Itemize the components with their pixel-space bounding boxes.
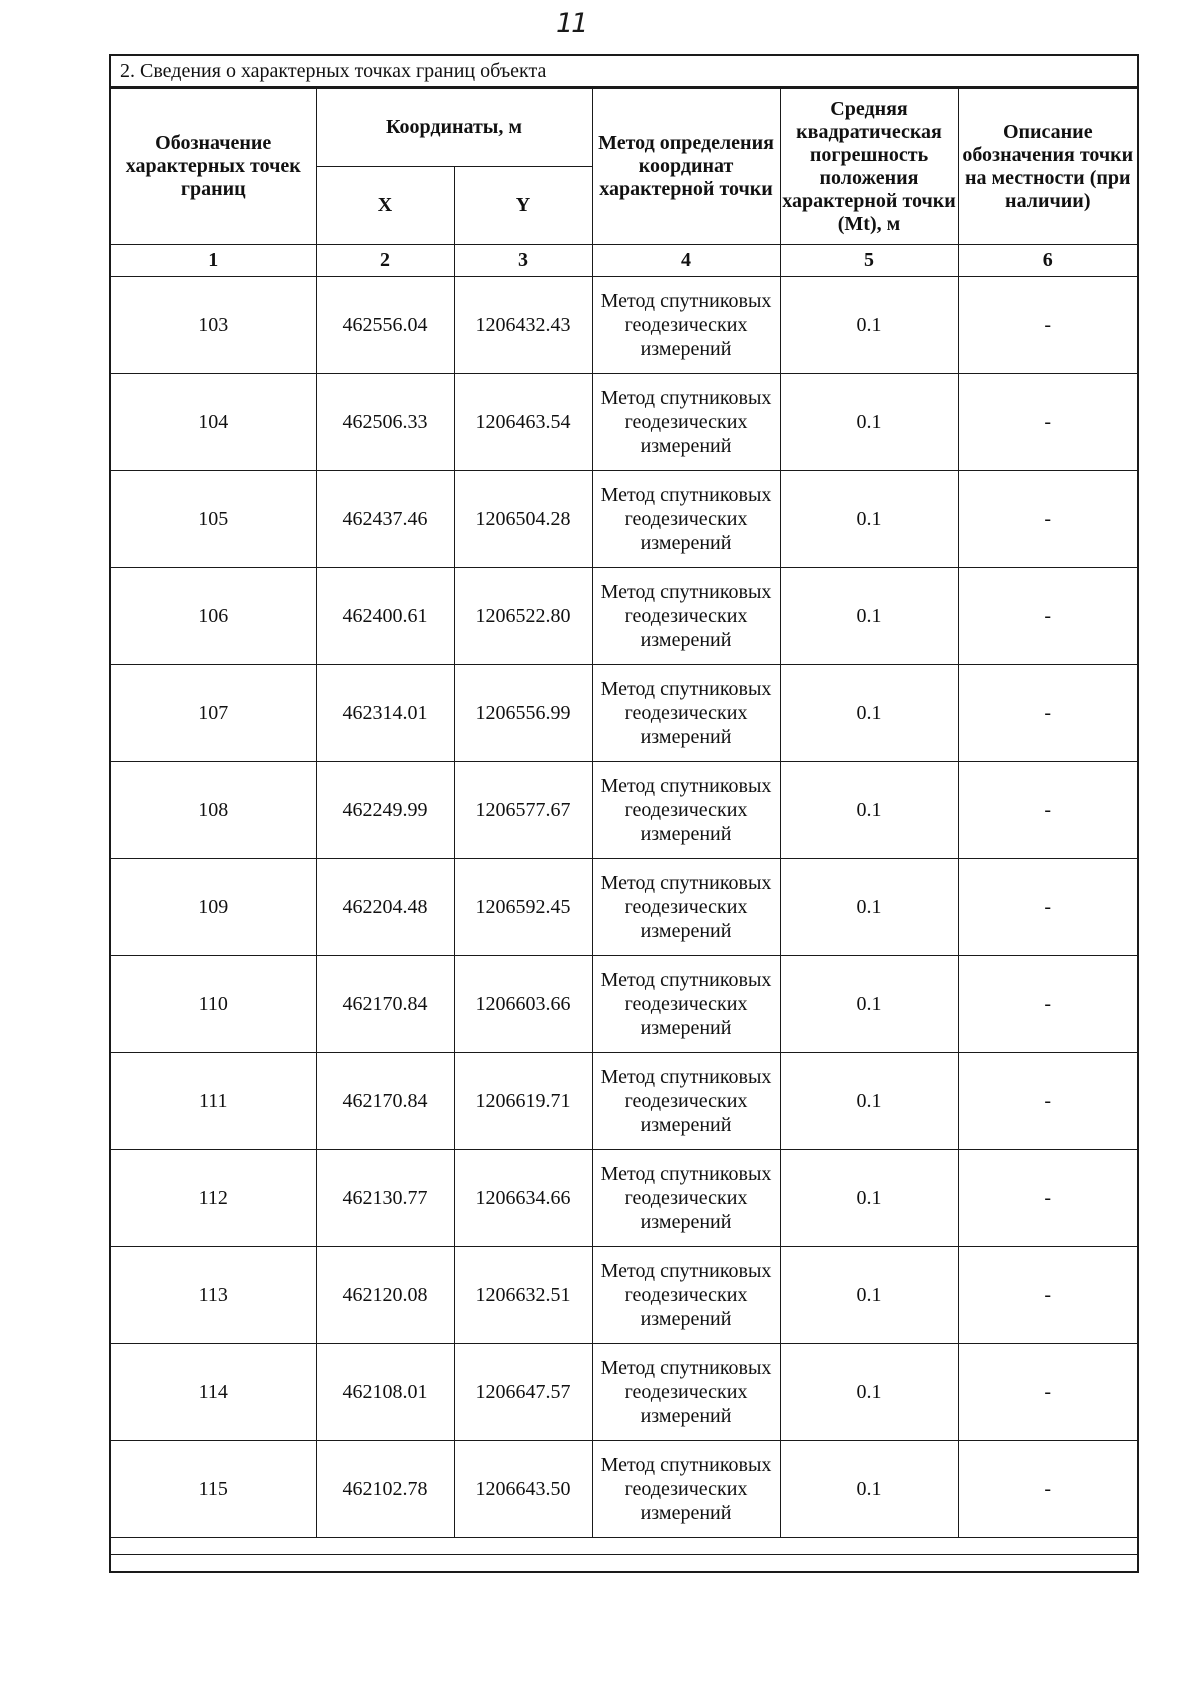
point-id: 104 <box>111 374 316 471</box>
point-description: - <box>958 762 1137 859</box>
column-number: 2 <box>316 245 454 277</box>
column-number: 1 <box>111 245 316 277</box>
header-coordinates: Координаты, м <box>316 89 592 167</box>
method: Метод спутниковых геодезических измерений <box>592 762 780 859</box>
mean-error: 0.1 <box>780 956 958 1053</box>
point-description: - <box>958 1150 1137 1247</box>
method: Метод спутниковых геодезических измерений <box>592 1441 780 1538</box>
point-description: - <box>958 568 1137 665</box>
point-description: - <box>958 277 1137 374</box>
table-row <box>111 665 1137 762</box>
y-coordinate: 1206463.54 <box>454 374 592 471</box>
x-coordinate: 462102.78 <box>316 1441 454 1538</box>
y-coordinate: 1206643.50 <box>454 1441 592 1538</box>
y-coordinate: 1206634.66 <box>454 1150 592 1247</box>
table-row <box>111 762 1137 859</box>
header-y: Y <box>454 167 592 245</box>
table-row <box>111 1344 1137 1441</box>
header-row <box>111 89 1137 167</box>
point-description: - <box>958 665 1137 762</box>
y-coordinate: 1206647.57 <box>454 1344 592 1441</box>
x-coordinate: 462314.01 <box>316 665 454 762</box>
x-coordinate: 462506.33 <box>316 374 454 471</box>
column-number: 4 <box>592 245 780 277</box>
point-id: 107 <box>111 665 316 762</box>
x-coordinate: 462130.77 <box>316 1150 454 1247</box>
header-x: X <box>316 167 454 245</box>
point-description: - <box>958 1247 1137 1344</box>
mean-error: 0.1 <box>780 1247 958 1344</box>
point-description: - <box>958 956 1137 1053</box>
method: Метод спутниковых геодезических измерений <box>592 665 780 762</box>
method: Метод спутниковых геодезических измерений <box>592 568 780 665</box>
point-description: - <box>958 374 1137 471</box>
table-row <box>111 1053 1137 1150</box>
header-method: Метод определения координат характерной точки <box>592 89 780 245</box>
table-row <box>111 277 1137 374</box>
mean-error: 0.1 <box>780 859 958 956</box>
point-description: - <box>958 1344 1137 1441</box>
method: Метод спутниковых геодезических измерений <box>592 1150 780 1247</box>
y-coordinate: 1206556.99 <box>454 665 592 762</box>
point-description: - <box>958 1441 1137 1538</box>
header-designation: Обозначение характерных точек границ <box>111 89 316 245</box>
x-coordinate: 462556.04 <box>316 277 454 374</box>
point-id: 103 <box>111 277 316 374</box>
mean-error: 0.1 <box>780 374 958 471</box>
point-description: - <box>958 1053 1137 1150</box>
column-number: 5 <box>780 245 958 277</box>
mean-error: 0.1 <box>780 665 958 762</box>
table-row <box>111 374 1137 471</box>
x-coordinate: 462400.61 <box>316 568 454 665</box>
x-coordinate: 462204.48 <box>316 859 454 956</box>
x-coordinate: 462170.84 <box>316 956 454 1053</box>
boundary-points-table <box>111 88 1137 1538</box>
header-error: Средняя квадратическая погрешность положения характерной точки (Mt), м <box>780 89 958 245</box>
y-coordinate: 1206504.28 <box>454 471 592 568</box>
boundary-points-sheet <box>109 54 1139 1573</box>
y-coordinate: 1206619.71 <box>454 1053 592 1150</box>
method: Метод спутниковых геодезических измерений <box>592 1053 780 1150</box>
point-id: 105 <box>111 471 316 568</box>
section-title: 2. Сведения о характерных точках границ объекта <box>111 56 1137 88</box>
mean-error: 0.1 <box>780 277 958 374</box>
y-coordinate: 1206432.43 <box>454 277 592 374</box>
table-row <box>111 1150 1137 1247</box>
point-id: 112 <box>111 1150 316 1247</box>
table-row <box>111 859 1137 956</box>
y-coordinate: 1206592.45 <box>454 859 592 956</box>
page-number: 11 <box>556 8 587 39</box>
point-id: 111 <box>111 1053 316 1150</box>
x-coordinate: 462249.99 <box>316 762 454 859</box>
column-number: 6 <box>958 245 1137 277</box>
point-id: 106 <box>111 568 316 665</box>
method: Метод спутниковых геодезических измерений <box>592 859 780 956</box>
point-id: 115 <box>111 1441 316 1538</box>
y-coordinate: 1206577.67 <box>454 762 592 859</box>
method: Метод спутниковых геодезических измерений <box>592 1344 780 1441</box>
table-row <box>111 956 1137 1053</box>
header-description: Описание обозначения точки на местности (при наличии) <box>958 89 1137 245</box>
column-number-row <box>111 245 1137 277</box>
column-number: 3 <box>454 245 592 277</box>
table-bottom-margin <box>111 1554 1137 1571</box>
point-description: - <box>958 471 1137 568</box>
method: Метод спутниковых геодезических измерений <box>592 956 780 1053</box>
table-row <box>111 1247 1137 1344</box>
mean-error: 0.1 <box>780 1441 958 1538</box>
method: Метод спутниковых геодезических измерений <box>592 277 780 374</box>
y-coordinate: 1206603.66 <box>454 956 592 1053</box>
point-id: 114 <box>111 1344 316 1441</box>
x-coordinate: 462108.01 <box>316 1344 454 1441</box>
point-id: 110 <box>111 956 316 1053</box>
table-row <box>111 1441 1137 1538</box>
point-description: - <box>958 859 1137 956</box>
table-body <box>111 277 1137 1538</box>
mean-error: 0.1 <box>780 1053 958 1150</box>
point-id: 113 <box>111 1247 316 1344</box>
method: Метод спутниковых геодезических измерений <box>592 471 780 568</box>
y-coordinate: 1206522.80 <box>454 568 592 665</box>
mean-error: 0.1 <box>780 1344 958 1441</box>
x-coordinate: 462120.08 <box>316 1247 454 1344</box>
method: Метод спутниковых геодезических измерений <box>592 1247 780 1344</box>
point-id: 108 <box>111 762 316 859</box>
method: Метод спутниковых геодезических измерений <box>592 374 780 471</box>
mean-error: 0.1 <box>780 471 958 568</box>
table-row <box>111 471 1137 568</box>
mean-error: 0.1 <box>780 1150 958 1247</box>
mean-error: 0.1 <box>780 762 958 859</box>
x-coordinate: 462437.46 <box>316 471 454 568</box>
table-row <box>111 568 1137 665</box>
point-id: 109 <box>111 859 316 956</box>
y-coordinate: 1206632.51 <box>454 1247 592 1344</box>
mean-error: 0.1 <box>780 568 958 665</box>
x-coordinate: 462170.84 <box>316 1053 454 1150</box>
